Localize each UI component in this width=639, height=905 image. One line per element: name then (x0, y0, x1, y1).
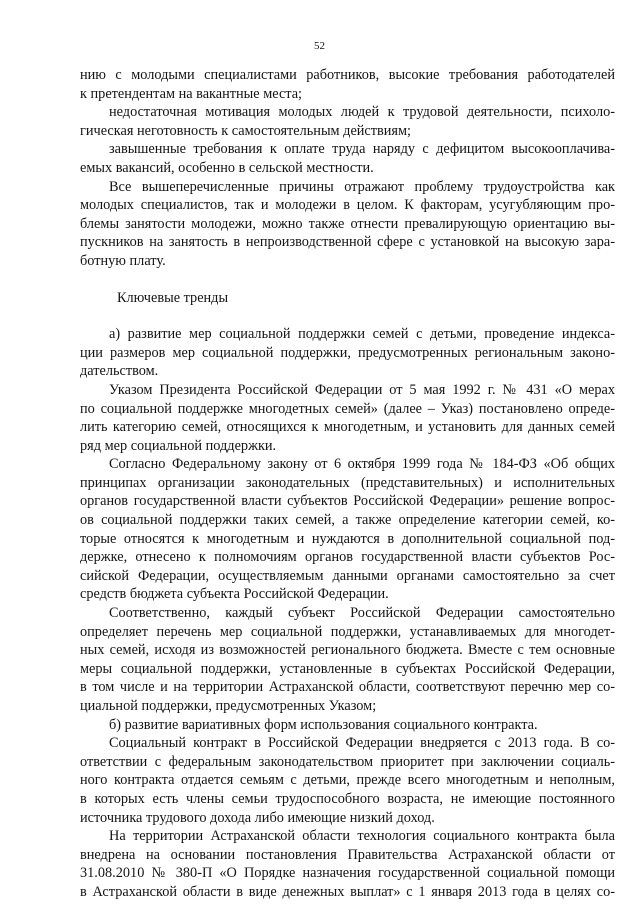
text-line: источника трудового дохода либо имеющие низкий доход. (80, 809, 435, 826)
text-line: в которых есть члены семьи трудоспособного возраста, не имеющие постоянного (80, 790, 615, 807)
text-line: сийской Федерации, осуществляемым данными органами самостоятельно за счет (80, 567, 615, 584)
text-line: На территории Астраханской области технология социального контракта была (109, 828, 615, 845)
text-line: гическая неготовность к самостоятельным действиям; (80, 122, 412, 139)
text-line: завышенные требования к оплате труда наряду с дефицитом высокооплачива- (109, 141, 615, 158)
text-line: ции размеров мер социальной поддержки, предусмотренных региональным законо- (80, 344, 615, 361)
text-line: определяет перечень мер социальной поддержки, устанавливаемых для многодет- (80, 623, 615, 640)
text-line: Социальный контракт в Российской Федерации внедряется с 2013 года. В со- (109, 735, 615, 752)
text-line: емых вакансий, особенно в сельской местности. (80, 159, 374, 176)
text-line: Все вышеперечисленные причины отражают проблему трудоустройства как (109, 178, 615, 195)
text-line: 31.08.2010 № 380-П «О Порядке назначения государственной социальной помощи (80, 865, 615, 882)
text-line: Соответственно, каждый субъект Российской Федерации самостоятельно (109, 605, 615, 622)
text-line: принципах организации законодательных (представительных) и исполнительных (80, 474, 615, 491)
text-line: дательством. (80, 363, 159, 380)
text-line: внедрена на основании постановления Правительства Астраханской области от (80, 846, 615, 863)
text-line: держке, отнесено к полномочиям органов государственной власти субъектов Рос- (80, 549, 615, 566)
text-line: в Астраханской области в виде денежных выплат» с 1 января 2013 года в целях со- (80, 883, 615, 900)
text-line: к претендентам на вакантные места; (80, 85, 303, 102)
text-line: циальной поддержки, предусмотренных Указом; (80, 698, 377, 714)
text-line: торые относятся к многодетным и нуждаются в дополнительной социальной под- (80, 530, 615, 547)
text-line: ряд мер социальной поддержки. (80, 437, 277, 454)
text-line: Согласно Федеральному закону от 6 октября 1999 года № 184-ФЗ «Об общих (109, 456, 615, 473)
text-line: лить категорию семей, относящихся к многодетным, и установить для данных семей (80, 419, 615, 436)
text-line: блемы занятости молодежи, можно также отнести превалирующую ориентацию вы- (80, 215, 615, 232)
text-line: ного контракта отдается семьям с детьми, прежде всего многодетным и неполным, (80, 772, 615, 789)
body-text (80, 66, 615, 902)
text-line: недостаточная мотивация молодых людей к трудовой деятельности, психоло- (109, 104, 615, 121)
text-line: а) развитие мер социальной поддержки семей с детьми, проведение индекса- (109, 326, 615, 343)
text-line: в том числе и на территории Астраханской области, соответствуют перечню мер со- (80, 679, 615, 696)
text-line: Указом Президента Российской Федерации от 5 мая 1992 г. № 431 «О мерах (109, 381, 615, 398)
text-line: меры социальной поддержки, установленные в субъектах Российской Федерации, (80, 660, 615, 677)
text-line: пускников на занятость в непроизводственной сфере с установкой на высокую зара- (80, 234, 615, 251)
text-line: ных семей, исходя из возможностей регионального бюджета. Вместе с тем основные (80, 642, 615, 659)
text-line: ов социальной поддержки таких семей, а также определение категории семей, ко- (80, 512, 615, 529)
text-line: нию с молодыми специалистами работников, высокие требования работодателей (80, 67, 615, 83)
text-line: ботную плату. (80, 252, 166, 269)
text-line: б) развитие вариативных форм использования социального контракта. (109, 716, 538, 733)
text-line: молодых специалистов, так и молодежи в целом. К факторам, усугубляющим про- (80, 197, 615, 214)
text-line: ответствии с федеральным законодательством приоритет при заключении социаль- (80, 753, 615, 770)
text-line: средств бюджета субъекта Российской Федерации. (80, 586, 389, 603)
text-line: органов государственной власти субъектов Российской Федерации» решение вопрос- (80, 493, 615, 510)
page-number: 52 (314, 40, 325, 52)
text-line: по социальной поддержке многодетных семей» (далее – Указ) постановлено опреде- (80, 400, 615, 417)
section-heading: Ключевые тренды (117, 289, 229, 306)
